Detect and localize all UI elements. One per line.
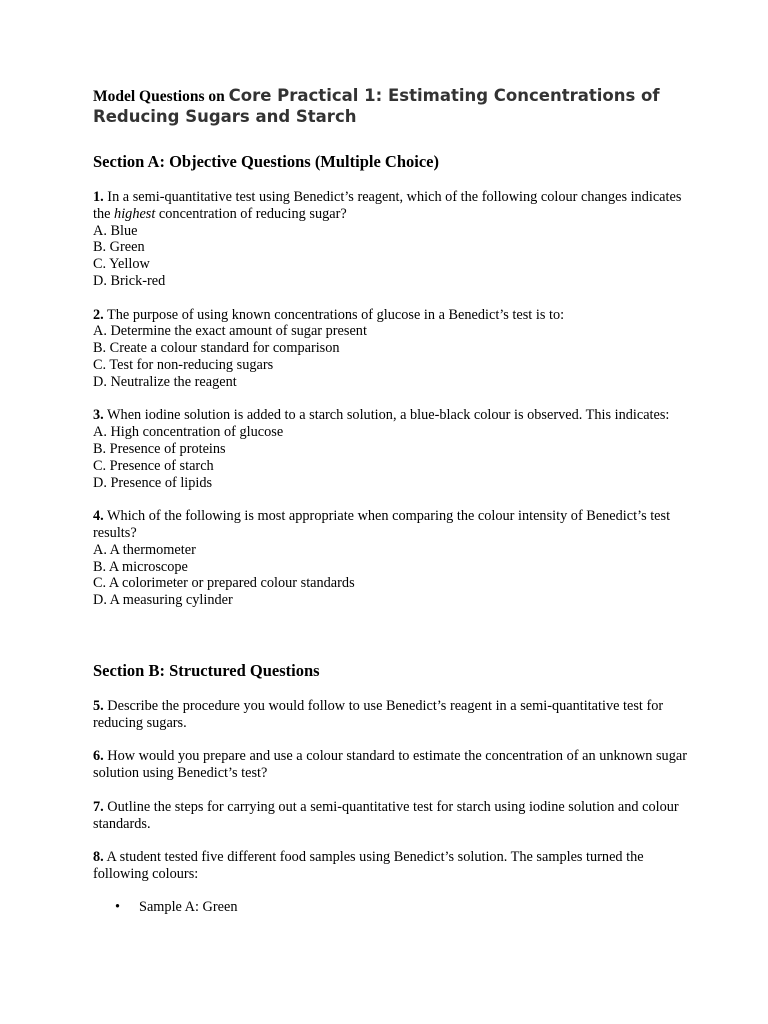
question-2 (93, 307, 693, 391)
question-text-part: Outline the steps for carrying out a semi-quantitative test for starch using iodine solution and colour standards. (93, 798, 679, 832)
question-8 (93, 849, 693, 916)
question-text (93, 307, 693, 324)
options-list (93, 223, 693, 290)
question-text-part: In a semi-quantitative test using Benedict’s reagent, which of the following colour changes indicates the (93, 189, 682, 222)
option: C. Yellow (93, 256, 150, 273)
option: C. Presence of starch (93, 457, 214, 474)
question-text (93, 748, 693, 782)
options-list (93, 323, 693, 390)
section-b-heading: Section B: Structured Questions (93, 660, 320, 680)
option: B. Presence of proteins (93, 440, 226, 457)
section-a-heading: Section A: Objective Questions (Multiple Choice) (93, 152, 440, 171)
list-item (93, 899, 693, 916)
question-number: 5. (93, 697, 104, 714)
question-text-part: How would you prepare and use a colour standard to estimate the concentration of an unknown sugar solution using Benedict’s test? (93, 748, 687, 782)
option: D. Presence of lipids (93, 474, 213, 491)
option: D. A measuring cylinder (93, 592, 233, 609)
question-number: 6. (93, 748, 104, 765)
question-text-part: Describe the procedure you would follow to use Benedict’s reagent in a semi-quantitative test for reducing sugars. (93, 697, 664, 731)
options-list (93, 424, 693, 491)
option: A. A thermometer (93, 541, 196, 558)
option: A. Determine the exact amount of sugar present (93, 323, 367, 340)
question-number: 3. (93, 407, 104, 424)
question-number: 2. (93, 306, 104, 323)
samples-list (93, 899, 693, 916)
question-text (93, 189, 693, 223)
title-main: Core Practical 1: Estimating Concentrations of Reducing Sugars and Starch (93, 86, 660, 126)
option: B. A microscope (93, 558, 188, 575)
option: C. Test for non-reducing sugars (93, 356, 274, 373)
question-text-part: The purpose of using known concentrations of glucose in a Benedict’s test is to: (103, 306, 565, 323)
option: B. Create a colour standard for comparison (93, 340, 340, 357)
question-text (93, 698, 693, 732)
question-text-part: concentration of reducing sugar? (155, 205, 347, 222)
question-text (93, 849, 693, 883)
question-4 (93, 508, 693, 609)
question-text-part: Which of the following is most appropriate when comparing the colour intensity of Benedict’s test results? (93, 508, 671, 541)
question-text-part: A student tested five different food samples using Benedict’s solution. The samples turned the following colours: (93, 849, 644, 882)
question-number: 8. (93, 849, 104, 866)
question-text-part: When iodine solution is added to a starch solution, a blue-black colour is observed. This indicates: (103, 407, 670, 424)
question-number: 7. (93, 798, 104, 815)
option: B. Green (93, 239, 145, 256)
option: C. A colorimeter or prepared colour standards (93, 575, 355, 592)
section-b (93, 661, 693, 916)
question-5 (93, 698, 693, 732)
question-text (93, 799, 693, 833)
question-number: 1. (93, 189, 104, 205)
emphasis-word: highest (114, 205, 156, 222)
option: A. High concentration of glucose (93, 424, 284, 441)
question-text (93, 508, 693, 542)
option: A. Blue (93, 222, 138, 239)
question-3 (93, 407, 693, 491)
section-a (93, 152, 693, 609)
page-title (93, 86, 693, 128)
question-text (93, 407, 693, 424)
sample-text: Sample A: Green (139, 899, 238, 916)
question-6 (93, 748, 693, 782)
option: D. Brick-red (93, 272, 166, 289)
question-number: 4. (93, 508, 104, 525)
options-list (93, 542, 693, 609)
document-page (93, 86, 693, 916)
bullet-icon: • (115, 899, 121, 916)
question-1 (93, 189, 693, 290)
question-7 (93, 799, 693, 833)
title-lead: Model Questions on (93, 88, 229, 105)
option: D. Neutralize the reagent (93, 373, 237, 390)
